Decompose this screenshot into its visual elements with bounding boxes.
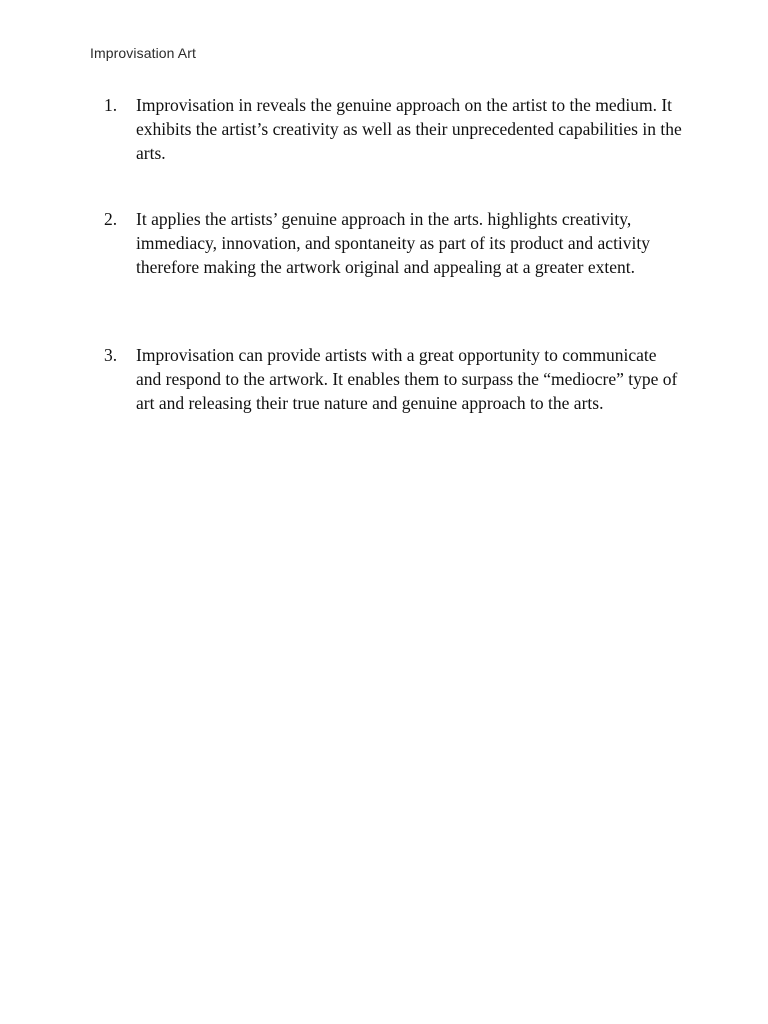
list-item-text: It applies the artists’ genuine approach in the arts. highlights creativity, immediacy, innovation, and spontaneity as part of its product and activity therefore making the artwork original and appealing at a greater extent. <box>136 209 651 277</box>
list-item <box>104 343 684 415</box>
list-item-number: 2. <box>104 209 118 229</box>
list-item-number: 3. <box>104 345 118 365</box>
list-item-number: 1. <box>104 95 118 115</box>
list-item <box>104 93 684 165</box>
document-title: Improvisation Art <box>90 45 196 61</box>
list-item <box>104 207 684 279</box>
list-item-text: Improvisation in reveals the genuine approach on the artist to the medium. It exhibits the artist’s creativity as well as their unprecedented capabilities in the arts. <box>136 95 682 163</box>
list-item-text: Improvisation can provide artists with a great opportunity to communicate and respond to the artwork. It enables them to surpass the “mediocre” type of art and releasing their true nature and genuine approach to the arts. <box>136 345 678 413</box>
